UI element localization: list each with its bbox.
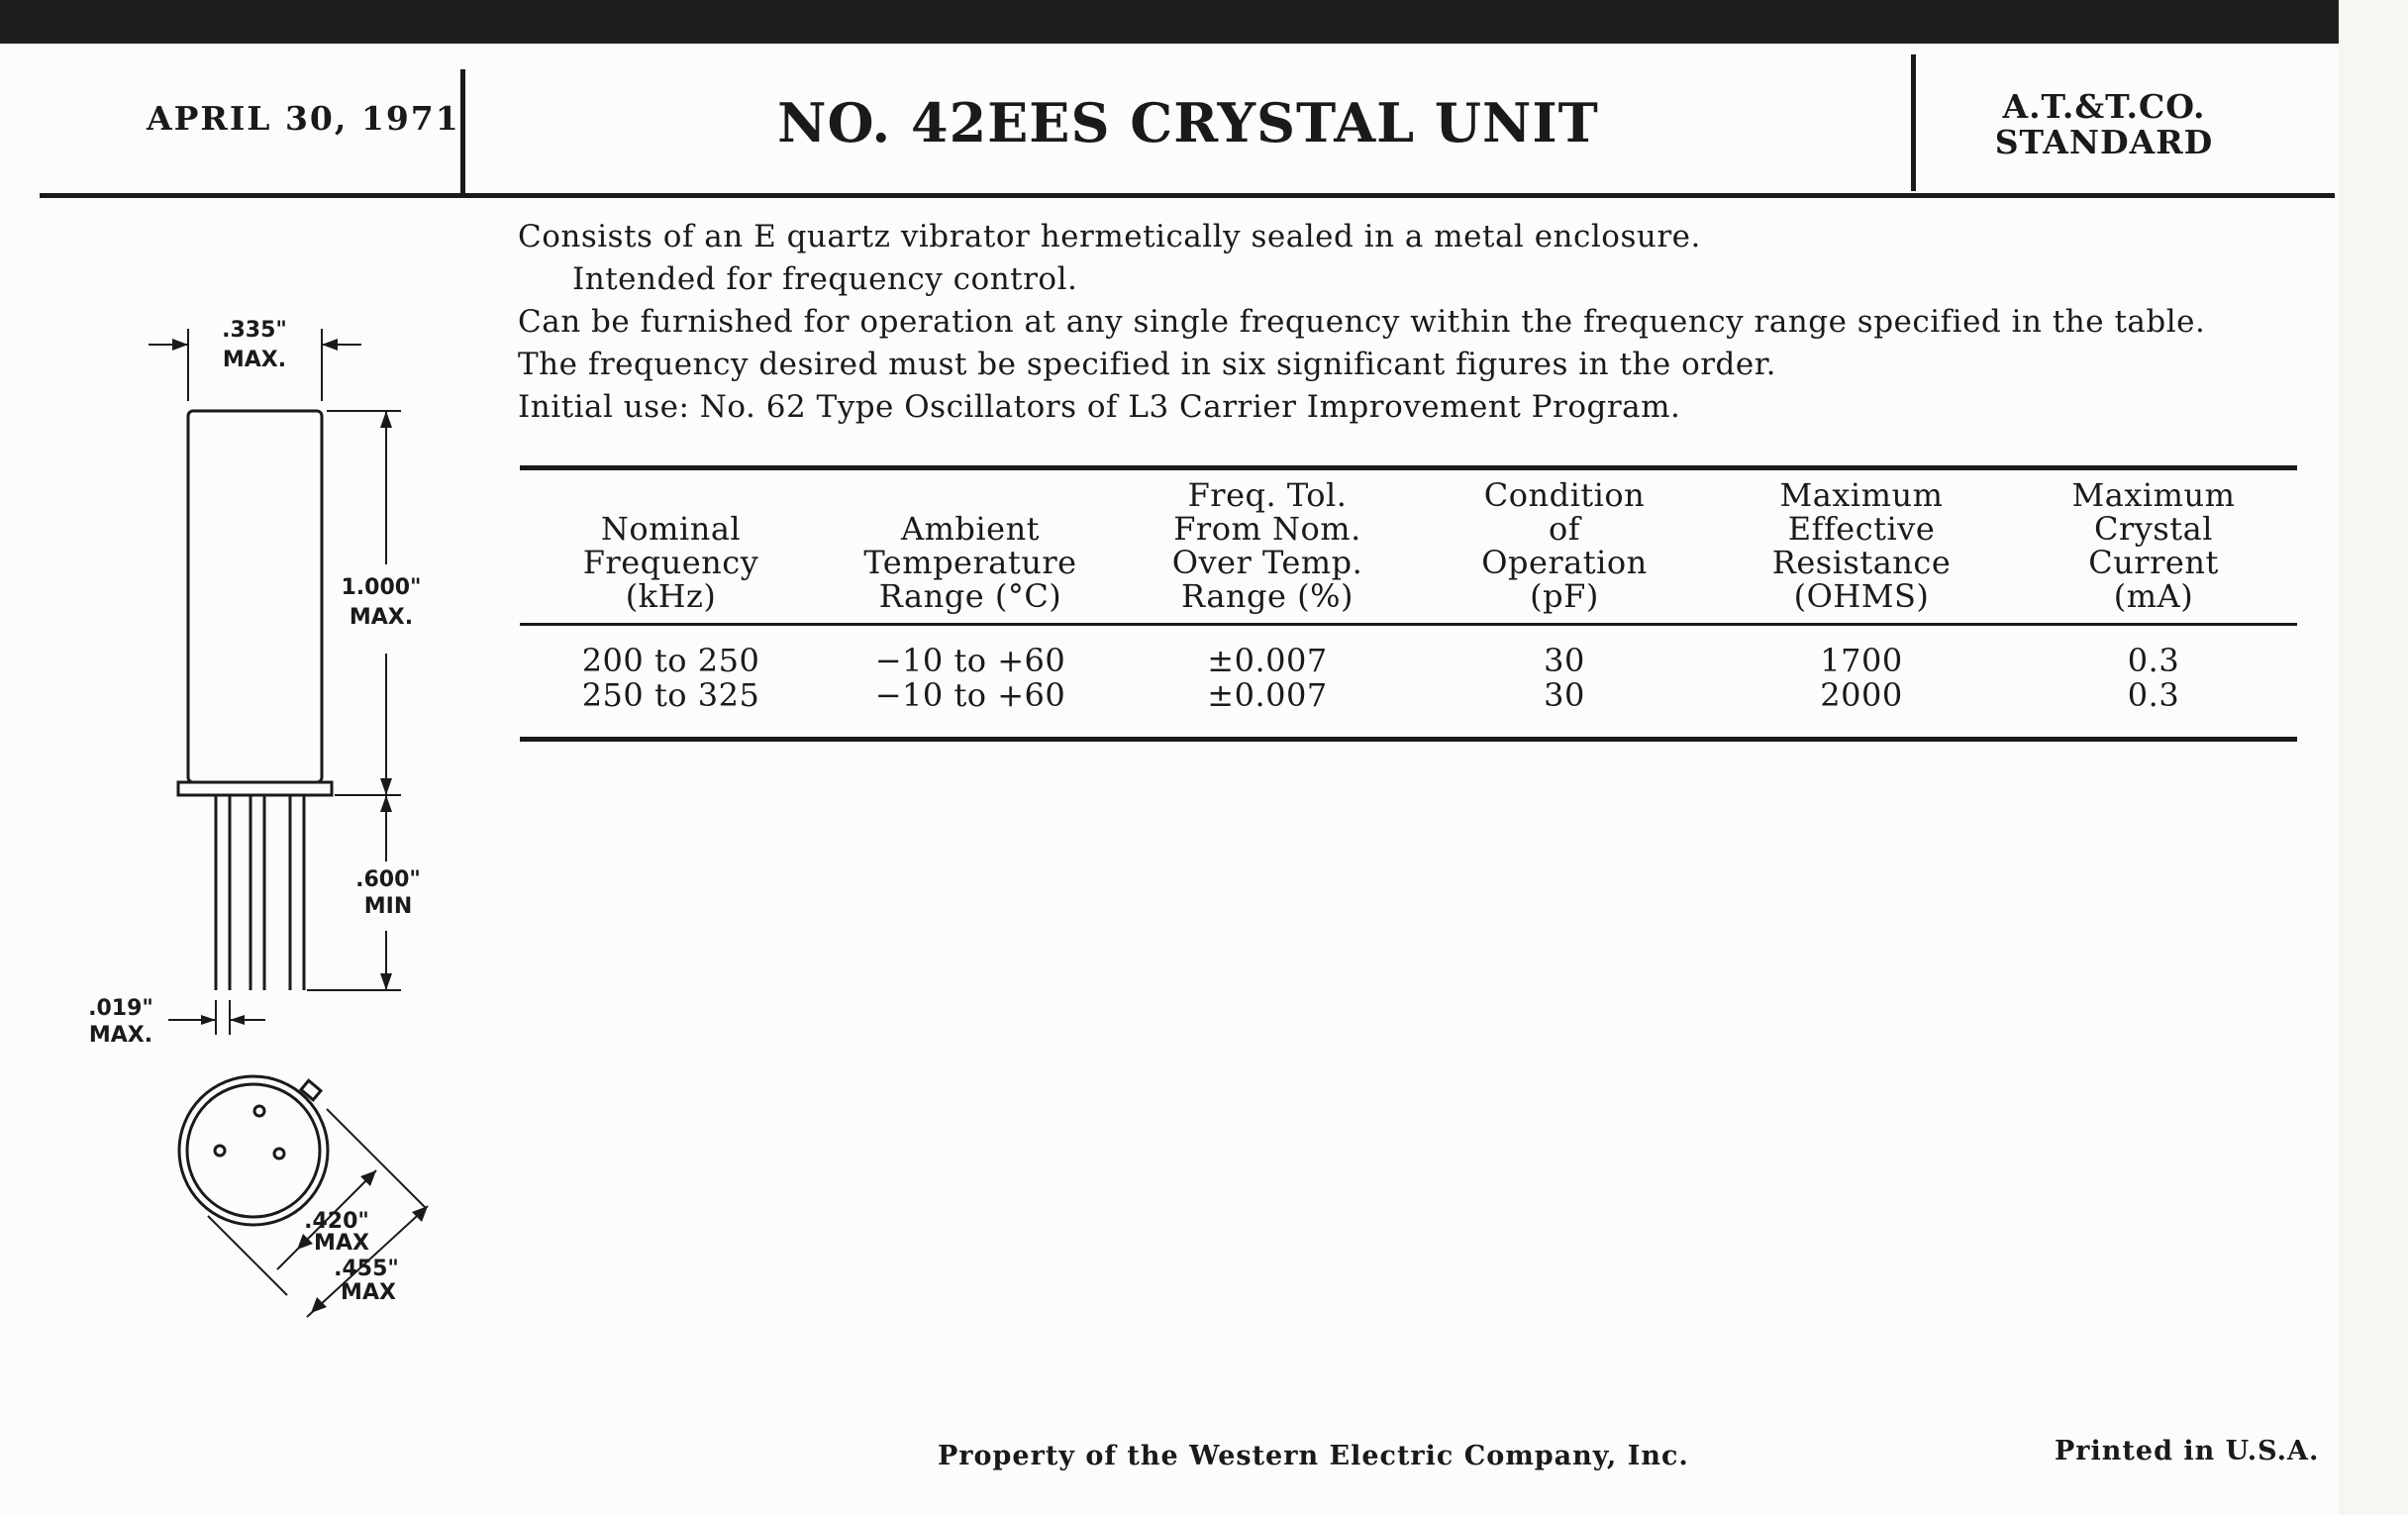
- table-cell: 30: [1544, 642, 1585, 679]
- table-row: [520, 678, 2297, 740]
- description: [518, 216, 2205, 429]
- table-cell: 30: [1544, 676, 1585, 714]
- table-cell: 2000: [1820, 676, 1903, 714]
- table-header-row: [520, 468, 2297, 625]
- base-flange: [178, 782, 332, 795]
- lead-hole: [215, 1146, 225, 1156]
- issue-date: APRIL 30, 1971: [147, 99, 460, 138]
- lead-dim-min: MIN: [363, 894, 413, 919]
- base-outline-outer: [179, 1076, 328, 1225]
- wire-dim-label: .019": [88, 996, 153, 1021]
- description-line: Initial use: No. 62 Type Oscillators of L3 Carrier Improvement Program.: [518, 389, 1681, 425]
- table-cell: 250 to 325: [581, 676, 760, 714]
- table-cell: 200 to 250: [581, 642, 760, 679]
- table-cell: −10 to +60: [874, 642, 1066, 679]
- page-title: NO. 42EES CRYSTAL UNIT: [777, 91, 1599, 154]
- col-header-resistance: Maximum Effective Resistance (OHMS): [1771, 476, 1952, 615]
- height-dim-label: 1.000": [341, 575, 422, 600]
- scan-margin: [2339, 0, 2408, 1515]
- lead-dim-label: .600": [355, 867, 421, 892]
- property-notice: Property of the Western Electric Company, Inc.: [938, 1441, 1689, 1471]
- lead-hole: [254, 1106, 264, 1116]
- table-cell: 1700: [1820, 642, 1903, 679]
- table-cell: 0.3: [2127, 676, 2180, 714]
- standard-label: [1980, 89, 2228, 160]
- dia1-dim-max: MAX: [314, 1231, 369, 1256]
- width-dim-max: MAX.: [222, 348, 287, 372]
- height-dim-max: MAX.: [349, 605, 414, 630]
- wire-dim-max: MAX.: [88, 1023, 153, 1048]
- col-header-current: Maximum Crystal Current (mA): [2071, 476, 2236, 615]
- description-line: The frequency desired must be specified in six significant figures in the order.: [518, 347, 1777, 382]
- can-body-outline: [188, 411, 322, 782]
- description-line: Consists of an E quartz vibrator hermetically sealed in a metal enclosure.: [518, 219, 1701, 254]
- table-cell: −10 to +60: [874, 676, 1066, 714]
- dia2-dim-label: .455": [334, 1257, 399, 1281]
- table-cell: ±0.007: [1207, 676, 1328, 714]
- col-header-tolerance: Freq. Tol. From Nom. Over Temp. Range (%): [1171, 476, 1363, 615]
- width-dim-label: .335": [222, 318, 287, 343]
- spec-table: [520, 465, 2297, 742]
- printed-notice: Printed in U.S.A.: [2055, 1436, 2320, 1466]
- base-outline-inner: [187, 1084, 320, 1217]
- crystal-dimension-drawing: [0, 0, 515, 1386]
- dia2-dim-max: MAX: [341, 1280, 396, 1305]
- standard-line-2: STANDARD: [1994, 123, 2214, 161]
- description-line: Intended for frequency control.: [572, 261, 1078, 297]
- col-header-condition: Condition of Operation (pF): [1481, 476, 1648, 615]
- table-cell: ±0.007: [1207, 642, 1328, 679]
- col-header-temperature: Ambient Temperature Range (°C): [863, 510, 1077, 615]
- header-divider-right: [1911, 54, 1916, 191]
- table-cell: 0.3: [2127, 642, 2180, 679]
- dia1-dim-label: .420": [304, 1209, 369, 1234]
- lead-hole: [274, 1149, 284, 1159]
- description-line: Can be furnished for operation at any single frequency within the frequency range specified in the table.: [518, 304, 2206, 340]
- col-header-frequency: Nominal Frequency (kHz): [582, 510, 759, 615]
- standard-line-1: A.T.&T.CO.: [2002, 87, 2206, 126]
- table-row: [520, 625, 2297, 679]
